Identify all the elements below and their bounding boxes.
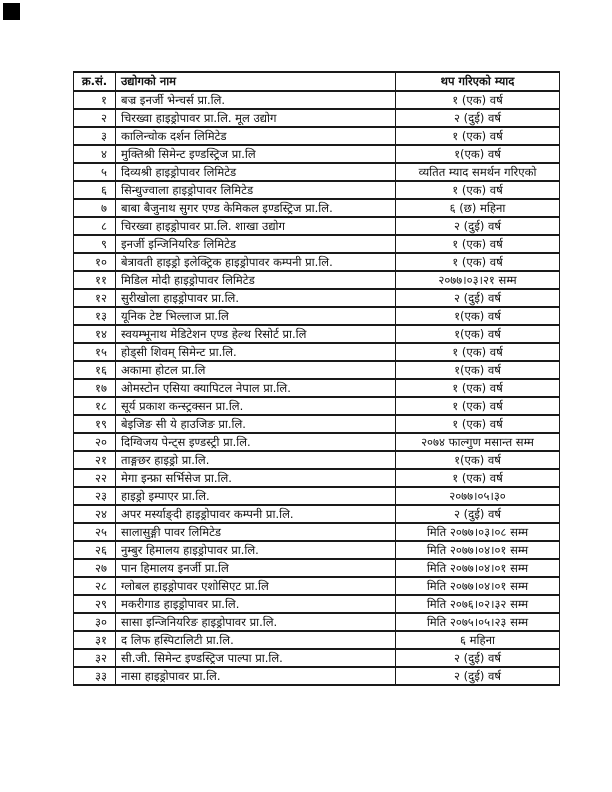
cell-serial-number: १२ (74, 289, 116, 307)
header-serial-number: क्र.सं. (74, 72, 116, 91)
cell-extended-duration: ६ महिना (396, 631, 560, 649)
cell-industry-name: अकामा होटल प्रा.लि (116, 361, 396, 379)
industry-extension-table (73, 71, 560, 686)
cell-serial-number: २३ (74, 487, 116, 505)
cell-serial-number: २७ (74, 559, 116, 577)
cell-serial-number: २१ (74, 451, 116, 469)
table-row (74, 487, 560, 505)
cell-industry-name: होड्सी शिवम् सिमेन्ट प्रा.लि. (116, 343, 396, 361)
cell-industry-name: सी.जी. सिमेन्ट इण्डस्ट्रिज पाल्पा प्रा.लि. (116, 649, 396, 667)
cell-extended-duration: १(एक) वर्ष (396, 325, 560, 343)
cell-serial-number: २४ (74, 505, 116, 523)
cell-extended-duration: २ (दुई) वर्ष (396, 217, 560, 235)
cell-extended-duration: २ (दुई) वर्ष (396, 109, 560, 127)
table-row (74, 649, 560, 667)
table-row (74, 379, 560, 397)
table-row (74, 541, 560, 559)
cell-industry-name: चिरख्वा हाइड्रोपावर प्रा.लि. शाखा उद्योग (116, 217, 396, 235)
table-row (74, 91, 560, 109)
table-row (74, 505, 560, 523)
header-extended-duration: थप गरिएको म्याद (396, 72, 560, 91)
cell-serial-number: ३३ (74, 667, 116, 685)
cell-extended-duration: व्यतित म्याद समर्थन गरिएको (396, 163, 560, 181)
cell-industry-name: मेगा इन्फ्रा सर्भिसेज प्रा.लि. (116, 469, 396, 487)
cell-serial-number: १३ (74, 307, 116, 325)
cell-serial-number: २८ (74, 577, 116, 595)
cell-extended-duration: १ (एक) वर्ष (396, 415, 560, 433)
cell-serial-number: १६ (74, 361, 116, 379)
table-row (74, 109, 560, 127)
cell-extended-duration: मिति २०७७।०३।०८ सम्म (396, 523, 560, 541)
cell-industry-name: बज्र इनर्जी भेन्चर्स प्रा.लि. (116, 91, 396, 109)
cell-extended-duration: १(एक) वर्ष (396, 451, 560, 469)
cell-serial-number: ६ (74, 181, 116, 199)
table-row (74, 235, 560, 253)
table-row (74, 361, 560, 379)
table-row (74, 307, 560, 325)
cell-industry-name: इनर्जी इन्जिनियरिङ लिमिटेड (116, 235, 396, 253)
cell-extended-duration: २०७४ फाल्गुण मसान्त सम्म (396, 433, 560, 451)
cell-extended-duration: २०७७।०५।३० (396, 487, 560, 505)
table-row (74, 523, 560, 541)
cell-extended-duration: १ (एक) वर्ष (396, 469, 560, 487)
cell-serial-number: २५ (74, 523, 116, 541)
cell-serial-number: १० (74, 253, 116, 271)
cell-extended-duration: १ (एक) वर्ष (396, 253, 560, 271)
cell-industry-name: बेत्रावती हाइड्रो इलेक्ट्रिक हाइड्रोपावर कम्पनी प्रा.लि. (116, 253, 396, 271)
table-row (74, 181, 560, 199)
table-row (74, 631, 560, 649)
table-header (74, 72, 560, 91)
header-row (74, 72, 560, 91)
table-row (74, 127, 560, 145)
cell-extended-duration: १ (एक) वर्ष (396, 91, 560, 109)
cell-industry-name: दिग्विजय पेन्ट्स इण्डस्ट्री प्रा.लि. (116, 433, 396, 451)
cell-serial-number: ८ (74, 217, 116, 235)
table-row (74, 397, 560, 415)
cell-serial-number: २६ (74, 541, 116, 559)
cell-serial-number: १५ (74, 343, 116, 361)
table-row (74, 433, 560, 451)
cell-industry-name: बेइजिङ सी ये हाउजिङ प्रा.लि. (116, 415, 396, 433)
cell-industry-name: नुम्बुर हिमालय हाइड्रोपावर प्रा.लि. (116, 541, 396, 559)
cell-serial-number: ३ (74, 127, 116, 145)
cell-industry-name: नासा हाइड्रोपावर प्रा.लि. (116, 667, 396, 685)
table-row (74, 595, 560, 613)
table-row (74, 217, 560, 235)
cell-industry-name: सुरीखोला हाइड्रोपावर प्रा.लि. (116, 289, 396, 307)
cell-extended-duration: १(एक) वर्ष (396, 307, 560, 325)
cell-serial-number: ३२ (74, 649, 116, 667)
cell-industry-name: ताङ्गछर हाइड्रो प्रा.लि. (116, 451, 396, 469)
cell-extended-duration: २ (दुई) वर्ष (396, 649, 560, 667)
cell-extended-duration: २०७७।०३।२१ सम्म (396, 271, 560, 289)
cell-industry-name: स्वयम्भूनाथ मेडिटेशन एण्ड हेल्थ रिसोर्ट प्रा.लि (116, 325, 396, 343)
cell-serial-number: २० (74, 433, 116, 451)
header-industry-name: उद्योगको नाम (116, 72, 396, 91)
cell-serial-number: ३० (74, 613, 116, 631)
cell-industry-name: मकरीगाड हाइड्रोपावर प्रा.लि. (116, 595, 396, 613)
table-row (74, 469, 560, 487)
cell-serial-number: ३१ (74, 631, 116, 649)
cell-industry-name: अपर मर्स्याङ्दी हाइड्रोपावर कम्पनी प्रा.लि. (116, 505, 396, 523)
cell-serial-number: १ (74, 91, 116, 109)
cell-serial-number: ९ (74, 235, 116, 253)
table-row (74, 145, 560, 163)
cell-extended-duration: १ (एक) वर्ष (396, 127, 560, 145)
cell-serial-number: २२ (74, 469, 116, 487)
cell-serial-number: २ (74, 109, 116, 127)
cell-serial-number: ११ (74, 271, 116, 289)
cell-industry-name: सालासुङ्गी पावर लिमिटेड (116, 523, 396, 541)
cell-serial-number: ७ (74, 199, 116, 217)
table-row (74, 415, 560, 433)
cell-extended-duration: २ (दुई) वर्ष (396, 289, 560, 307)
table-body (74, 91, 560, 685)
cell-industry-name: ग्लोबल हाइड्रोपावर एशोसिएट प्रा.लि (116, 577, 396, 595)
cell-extended-duration: २ (दुई) वर्ष (396, 505, 560, 523)
cell-industry-name: सिन्धुज्वाला हाइड्रोपावर लिमिटेड (116, 181, 396, 199)
cell-industry-name: कालिन्चोक दर्शन लिमिटेड (116, 127, 396, 145)
cell-extended-duration: मिति २०७७।०४।०१ सम्म (396, 577, 560, 595)
table-row (74, 289, 560, 307)
cell-extended-duration: ६ (छ) महिना (396, 199, 560, 217)
table-row (74, 163, 560, 181)
cell-serial-number: ४ (74, 145, 116, 163)
scan-corner-mark-icon (3, 3, 20, 20)
table-row (74, 667, 560, 685)
cell-serial-number: १४ (74, 325, 116, 343)
cell-industry-name: द लिफ हस्पिटालिटी प्रा.लि. (116, 631, 396, 649)
cell-extended-duration: १ (एक) वर्ष (396, 235, 560, 253)
table-row (74, 325, 560, 343)
cell-industry-name: पान हिमालय इनर्जी प्रा.लि (116, 559, 396, 577)
table-row (74, 253, 560, 271)
table-row (74, 451, 560, 469)
cell-extended-duration: मिति २०७६।०२।३२ सम्म (396, 595, 560, 613)
cell-serial-number: १९ (74, 415, 116, 433)
table-row (74, 559, 560, 577)
cell-extended-duration: मिति २०७५।०५।२३ सम्म (396, 613, 560, 631)
cell-industry-name: सासा इन्जिनियरिङ हाइड्रोपावर प्रा.लि. (116, 613, 396, 631)
table-row (74, 577, 560, 595)
table-row (74, 613, 560, 631)
table-row (74, 199, 560, 217)
cell-industry-name: सूर्य प्रकाश कन्स्ट्रक्सन प्रा.लि. (116, 397, 396, 415)
cell-industry-name: हाइड्रो इम्पाएर प्रा.लि. (116, 487, 396, 505)
cell-extended-duration: मिति २०७७।०४।०१ सम्म (396, 559, 560, 577)
cell-industry-name: बाबा बैजुनाथ सुगर एण्ड केमिकल इण्डस्ट्रिज प्रा.लि. (116, 199, 396, 217)
cell-serial-number: ५ (74, 163, 116, 181)
cell-extended-duration: १(एक) वर्ष (396, 145, 560, 163)
cell-extended-duration: १ (एक) वर्ष (396, 379, 560, 397)
cell-industry-name: चिरख्वा हाइड्रोपावर प्रा.लि. मूल उद्योग (116, 109, 396, 127)
cell-extended-duration: मिति २०७७।०४।०१ सम्म (396, 541, 560, 559)
cell-industry-name: मिडिल मोदी हाइड्रोपावर लिमिटेड (116, 271, 396, 289)
cell-industry-name: दिव्यश्री हाइड्रोपावर लिमिटेड (116, 163, 396, 181)
cell-serial-number: २९ (74, 595, 116, 613)
cell-extended-duration: १(एक) वर्ष (396, 361, 560, 379)
cell-extended-duration: १ (एक) वर्ष (396, 397, 560, 415)
cell-serial-number: १७ (74, 379, 116, 397)
cell-serial-number: १८ (74, 397, 116, 415)
cell-industry-name: मुक्तिश्री सिमेन्ट इण्डस्ट्रिज प्रा.लि (116, 145, 396, 163)
cell-extended-duration: १ (एक) वर्ष (396, 181, 560, 199)
cell-industry-name: ओमस्टोन एसिया क्यापिटल नेपाल प्रा.लि. (116, 379, 396, 397)
table-row (74, 343, 560, 361)
table-row (74, 271, 560, 289)
cell-industry-name: यूनिक टेष्ट भिल्लाज प्रा.लि (116, 307, 396, 325)
cell-extended-duration: २ (दुई) वर्ष (396, 667, 560, 685)
cell-extended-duration: १ (एक) वर्ष (396, 343, 560, 361)
